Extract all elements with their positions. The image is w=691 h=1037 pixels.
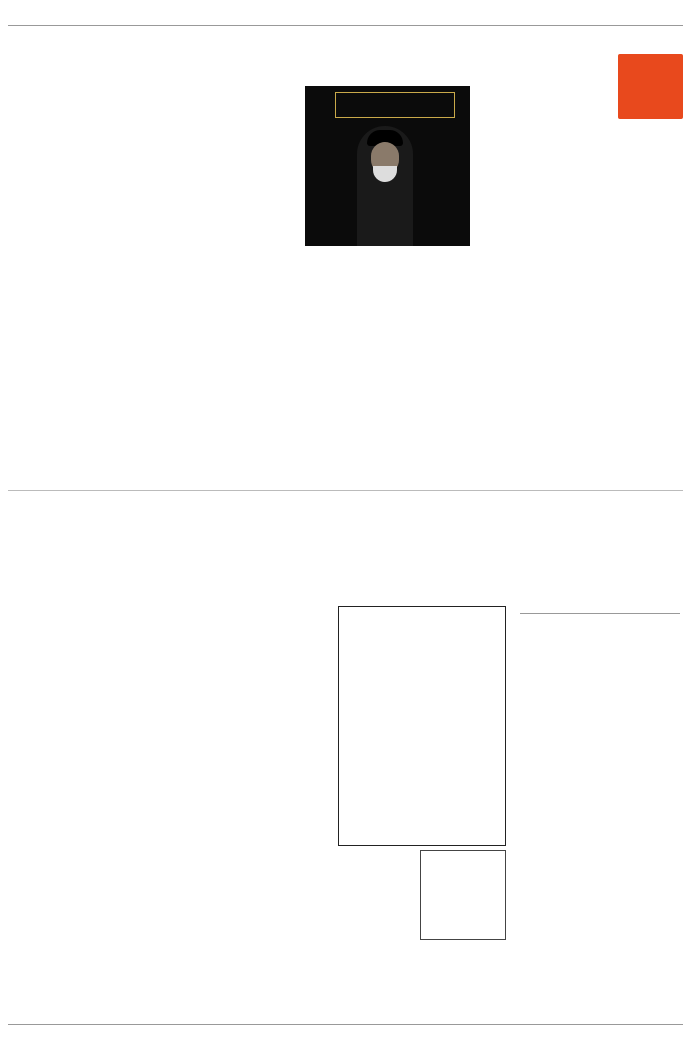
prev-crossword-label bbox=[338, 850, 416, 940]
leader-photo bbox=[305, 86, 470, 246]
second-column-3 bbox=[290, 520, 416, 595]
footer-rule bbox=[8, 1024, 683, 1025]
lead-column-6 bbox=[120, 86, 208, 486]
newspaper-logo[interactable] bbox=[618, 54, 683, 119]
lead-column-1 bbox=[530, 126, 615, 486]
prev-crossword-grid bbox=[420, 850, 506, 940]
crossword-grid[interactable] bbox=[338, 606, 506, 846]
crossword-row-numbers bbox=[506, 606, 516, 846]
small-article bbox=[150, 520, 285, 590]
lead-headline[interactable] bbox=[40, 32, 610, 72]
calligraphy-banner bbox=[335, 92, 455, 118]
second-column-2 bbox=[420, 520, 516, 595]
masthead-bar bbox=[8, 6, 683, 26]
lead-column-7 bbox=[10, 86, 116, 486]
second-headline[interactable] bbox=[280, 496, 610, 518]
crossword-column-numbers bbox=[338, 597, 506, 606]
lead-column-4 bbox=[305, 250, 387, 486]
lead-column-2 bbox=[472, 86, 527, 486]
crossword-title bbox=[520, 600, 680, 614]
section-divider bbox=[8, 490, 683, 491]
lead-column-5 bbox=[212, 86, 300, 486]
lead-column-3 bbox=[390, 250, 470, 486]
crossword-clues bbox=[520, 618, 682, 1018]
second-column-1 bbox=[520, 520, 682, 595]
